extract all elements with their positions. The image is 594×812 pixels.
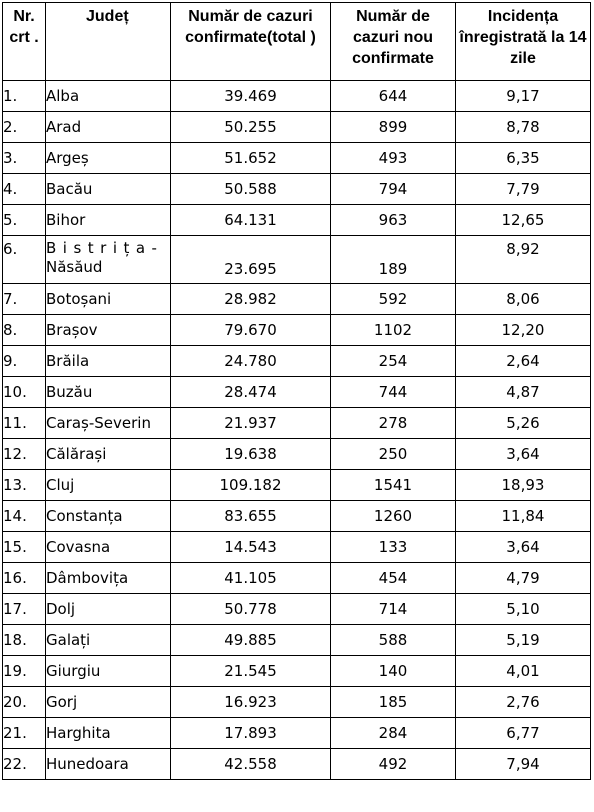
row-number: 3. [3,143,46,174]
total-confirmed-cases: 50.778 [171,594,331,625]
total-confirmed-cases: 23.695 [171,236,331,284]
total-confirmed-cases: 39.469 [171,81,331,112]
new-confirmed-cases: 1260 [331,501,456,532]
incidence-14-days: 12,20 [456,315,591,346]
incidence-14-days: 4,01 [456,656,591,687]
header-nr-crt: Nr. crt . [3,3,46,81]
county-name: Argeș [46,143,171,174]
county-name: Covasna [46,532,171,563]
incidence-14-days: 5,19 [456,625,591,656]
table-row [3,718,591,749]
county-name: Cluj [46,470,171,501]
new-confirmed-cases: 963 [331,205,456,236]
total-confirmed-cases: 51.652 [171,143,331,174]
row-number: 10. [3,377,46,408]
header-new-confirmed: Număr de cazuri nou confirmate [331,3,456,81]
new-confirmed-cases: 185 [331,687,456,718]
incidence-14-days: 8,92 [456,236,591,284]
row-number: 20. [3,687,46,718]
incidence-14-days: 4,87 [456,377,591,408]
incidence-14-days: 3,64 [456,439,591,470]
incidence-14-days: 8,06 [456,284,591,315]
table-row [3,236,591,284]
total-confirmed-cases: 14.543 [171,532,331,563]
new-confirmed-cases: 454 [331,563,456,594]
total-confirmed-cases: 41.105 [171,563,331,594]
total-confirmed-cases: 28.474 [171,377,331,408]
county-name: Harghita [46,718,171,749]
covid-cases-table [2,2,591,780]
total-confirmed-cases: 42.558 [171,749,331,780]
row-number: 17. [3,594,46,625]
county-name: Constanța [46,501,171,532]
county-name-line-1: Bistrița- [46,239,164,257]
incidence-14-days: 8,78 [456,112,591,143]
row-number: 9. [3,346,46,377]
row-number: 1. [3,81,46,112]
table-row [3,205,591,236]
new-confirmed-cases: 492 [331,749,456,780]
row-number: 8. [3,315,46,346]
row-number: 22. [3,749,46,780]
county-name: Buzău [46,377,171,408]
incidence-14-days: 6,77 [456,718,591,749]
incidence-14-days: 2,64 [456,346,591,377]
county-name: Botoșani [46,284,171,315]
incidence-14-days: 6,35 [456,143,591,174]
new-confirmed-cases: 714 [331,594,456,625]
county-name: Bihor [46,205,171,236]
row-number: 4. [3,174,46,205]
total-confirmed-cases: 17.893 [171,718,331,749]
row-number: 14. [3,501,46,532]
total-confirmed-cases: 50.255 [171,112,331,143]
county-name: Dâmbovița [46,563,171,594]
incidence-14-days: 4,79 [456,563,591,594]
table-row [3,439,591,470]
county-name-line-2: Năsăud [46,258,103,276]
table-row [3,408,591,439]
county-name [46,236,171,284]
row-number: 15. [3,532,46,563]
new-confirmed-cases: 250 [331,439,456,470]
new-confirmed-cases: 140 [331,656,456,687]
county-name: Arad [46,112,171,143]
row-number: 6. [3,236,46,284]
table-row [3,687,591,718]
new-confirmed-cases: 794 [331,174,456,205]
table-row [3,625,591,656]
new-confirmed-cases: 1541 [331,470,456,501]
table-row [3,377,591,408]
new-confirmed-cases: 1102 [331,315,456,346]
row-number: 21. [3,718,46,749]
total-confirmed-cases: 16.923 [171,687,331,718]
county-name: Brăila [46,346,171,377]
incidence-14-days: 7,79 [456,174,591,205]
row-number: 11. [3,408,46,439]
new-confirmed-cases: 588 [331,625,456,656]
county-name: Dolj [46,594,171,625]
table-row [3,749,591,780]
total-confirmed-cases: 28.982 [171,284,331,315]
table-row [3,501,591,532]
county-name: Brașov [46,315,171,346]
new-confirmed-cases: 284 [331,718,456,749]
new-confirmed-cases: 278 [331,408,456,439]
total-confirmed-cases: 19.638 [171,439,331,470]
county-name: Bacău [46,174,171,205]
new-confirmed-cases: 744 [331,377,456,408]
county-name: Gorj [46,687,171,718]
new-confirmed-cases: 189 [331,236,456,284]
table-row [3,315,591,346]
header-total-confirmed: Număr de cazuri confirmate(total ) [171,3,331,81]
row-number: 18. [3,625,46,656]
row-number: 5. [3,205,46,236]
total-confirmed-cases: 21.545 [171,656,331,687]
county-name: Galați [46,625,171,656]
table-row [3,143,591,174]
table-row [3,594,591,625]
table-row [3,346,591,377]
total-confirmed-cases: 50.588 [171,174,331,205]
header-row [3,3,591,81]
table-header [3,3,591,81]
county-name: Giurgiu [46,656,171,687]
table-row [3,563,591,594]
incidence-14-days: 9,17 [456,81,591,112]
table-row [3,284,591,315]
table-row [3,174,591,205]
table-body [3,81,591,780]
incidence-14-days: 5,10 [456,594,591,625]
incidence-14-days: 7,94 [456,749,591,780]
new-confirmed-cases: 493 [331,143,456,174]
total-confirmed-cases: 79.670 [171,315,331,346]
row-number: 12. [3,439,46,470]
county-name: Alba [46,81,171,112]
row-number: 16. [3,563,46,594]
header-incidence-14-days: Incidența înregistrată la 14 zile [456,3,591,81]
total-confirmed-cases: 21.937 [171,408,331,439]
header-county: Județ [46,3,171,81]
total-confirmed-cases: 49.885 [171,625,331,656]
incidence-14-days: 12,65 [456,205,591,236]
table-row [3,532,591,563]
new-confirmed-cases: 899 [331,112,456,143]
table-row [3,81,591,112]
total-confirmed-cases: 109.182 [171,470,331,501]
table-row [3,656,591,687]
new-confirmed-cases: 644 [331,81,456,112]
row-number: 2. [3,112,46,143]
incidence-14-days: 2,76 [456,687,591,718]
incidence-14-days: 18,93 [456,470,591,501]
row-number: 7. [3,284,46,315]
total-confirmed-cases: 83.655 [171,501,331,532]
new-confirmed-cases: 592 [331,284,456,315]
incidence-14-days: 5,26 [456,408,591,439]
county-name: Hunedoara [46,749,171,780]
row-number: 13. [3,470,46,501]
new-confirmed-cases: 133 [331,532,456,563]
row-number: 19. [3,656,46,687]
incidence-14-days: 3,64 [456,532,591,563]
total-confirmed-cases: 24.780 [171,346,331,377]
county-name: Caraș-Severin [46,408,171,439]
county-name: Călărași [46,439,171,470]
table-row [3,470,591,501]
total-confirmed-cases: 64.131 [171,205,331,236]
incidence-14-days: 11,84 [456,501,591,532]
new-confirmed-cases: 254 [331,346,456,377]
table-row [3,112,591,143]
